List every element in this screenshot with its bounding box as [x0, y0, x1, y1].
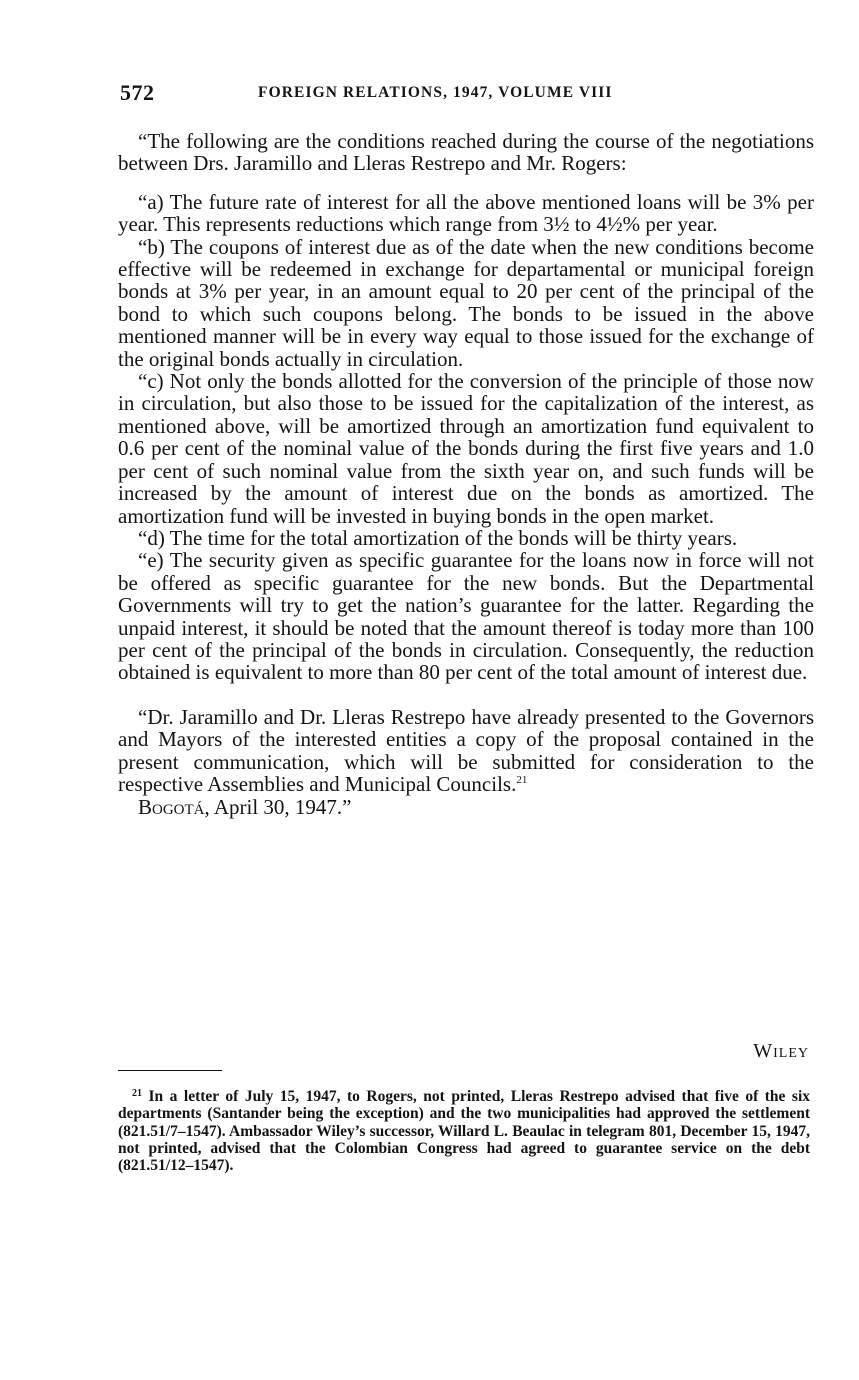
condition-e-paragraph: “e) The security given as specific guarantee for the loans now in force will not be offered as specific guarantee for the new bonds. But the Departmental Governments will try to get the nation’s guarantee for the latter. Regarding the unpaid interest, it should be noted that the amount thereof is today more than 100 per cent of the principal of the bonds in circulation. Consequently, the reduction obtained is equivalent to more than 80 per cent of the total amount of interest due.: [118, 548, 814, 685]
footnote-divider: [118, 1070, 222, 1071]
closing-paragraph: [118, 706, 814, 796]
condition-a-paragraph: “a) The future rate of interest for all the above mentioned loans will be 3% per year. This represents reductions which range from 3½ to 4½% per year.: [118, 189, 814, 237]
condition-b-paragraph: “b) The coupons of interest due as of the date when the new conditions become effective will be redeemed in exchange for departamental or municipal foreign bonds at 3% per year, in an amount equal to 20 per cent of the principal of the bond to which such coupons belong. The bonds to be issued in the above mentioned manner will be in every way equal to those issued for the exchange of the original bonds actually in circulation.: [118, 234, 814, 371]
footnote-reference[interactable]: 21: [516, 773, 528, 786]
footnote-marker: 21: [132, 1088, 142, 1099]
dateline-date: , April 30, 1947.”: [204, 795, 352, 820]
closing-text: “Dr. Jaramillo and Dr. Lleras Restrepo have already presented to the Governors and Mayors of the interested entities a copy of the proposal contained in the present communication, which will be submitted for consideration to the respective Assemblies and Municipal Councils.: [118, 704, 814, 796]
footnote: [118, 1085, 810, 1174]
page-header: [120, 80, 810, 110]
footnote-paragraph: [118, 1085, 810, 1174]
condition-d-paragraph: “d) The time for the total amortization of the bonds will be thirty years.: [138, 525, 738, 550]
document-body: [118, 130, 814, 819]
intro-paragraph: “The following are the conditions reached during the course of the negotiations between Drs. Jaramillo and Lleras Restrepo and Mr. Rogers:: [118, 129, 814, 176]
signature: Wiley: [753, 1040, 809, 1062]
dateline-place: Bogotá: [138, 795, 205, 820]
running-title: FOREIGN RELATIONS, 1947, VOLUME VIII: [258, 84, 613, 101]
dateline: [118, 796, 814, 818]
condition-c-paragraph: “c) Not only the bonds allotted for the conversion of the principle of those now in circulation, but also those to be issued for the capitalization of the interest, as mentioned above, will be amortized through an amortization fund equivalent to 0.6 per cent of the nominal value of the bonds during the first five years and 1.0 per cent of such nominal value from the sixth year on, and such funds will be increased by the amount of interest due on the bonds as amortized. The amortization fund will be invested in buying bonds in the open market.: [118, 369, 814, 528]
page-number: 572: [120, 80, 155, 105]
footnote-text: In a letter of July 15, 1947, to Rogers, not printed, Lleras Restrepo advised that five of the six departments (Santander being the exception) and the two municipalities had approved the settlement (821.51/7–1547). Ambassador Wiley’s successor, Willard L. Beaulac in telegram 801, December 15, 1947, not printed, advised that the Colombian Congress had agreed to guarantee service on the debt (821.51/12–1547).: [118, 1088, 811, 1175]
